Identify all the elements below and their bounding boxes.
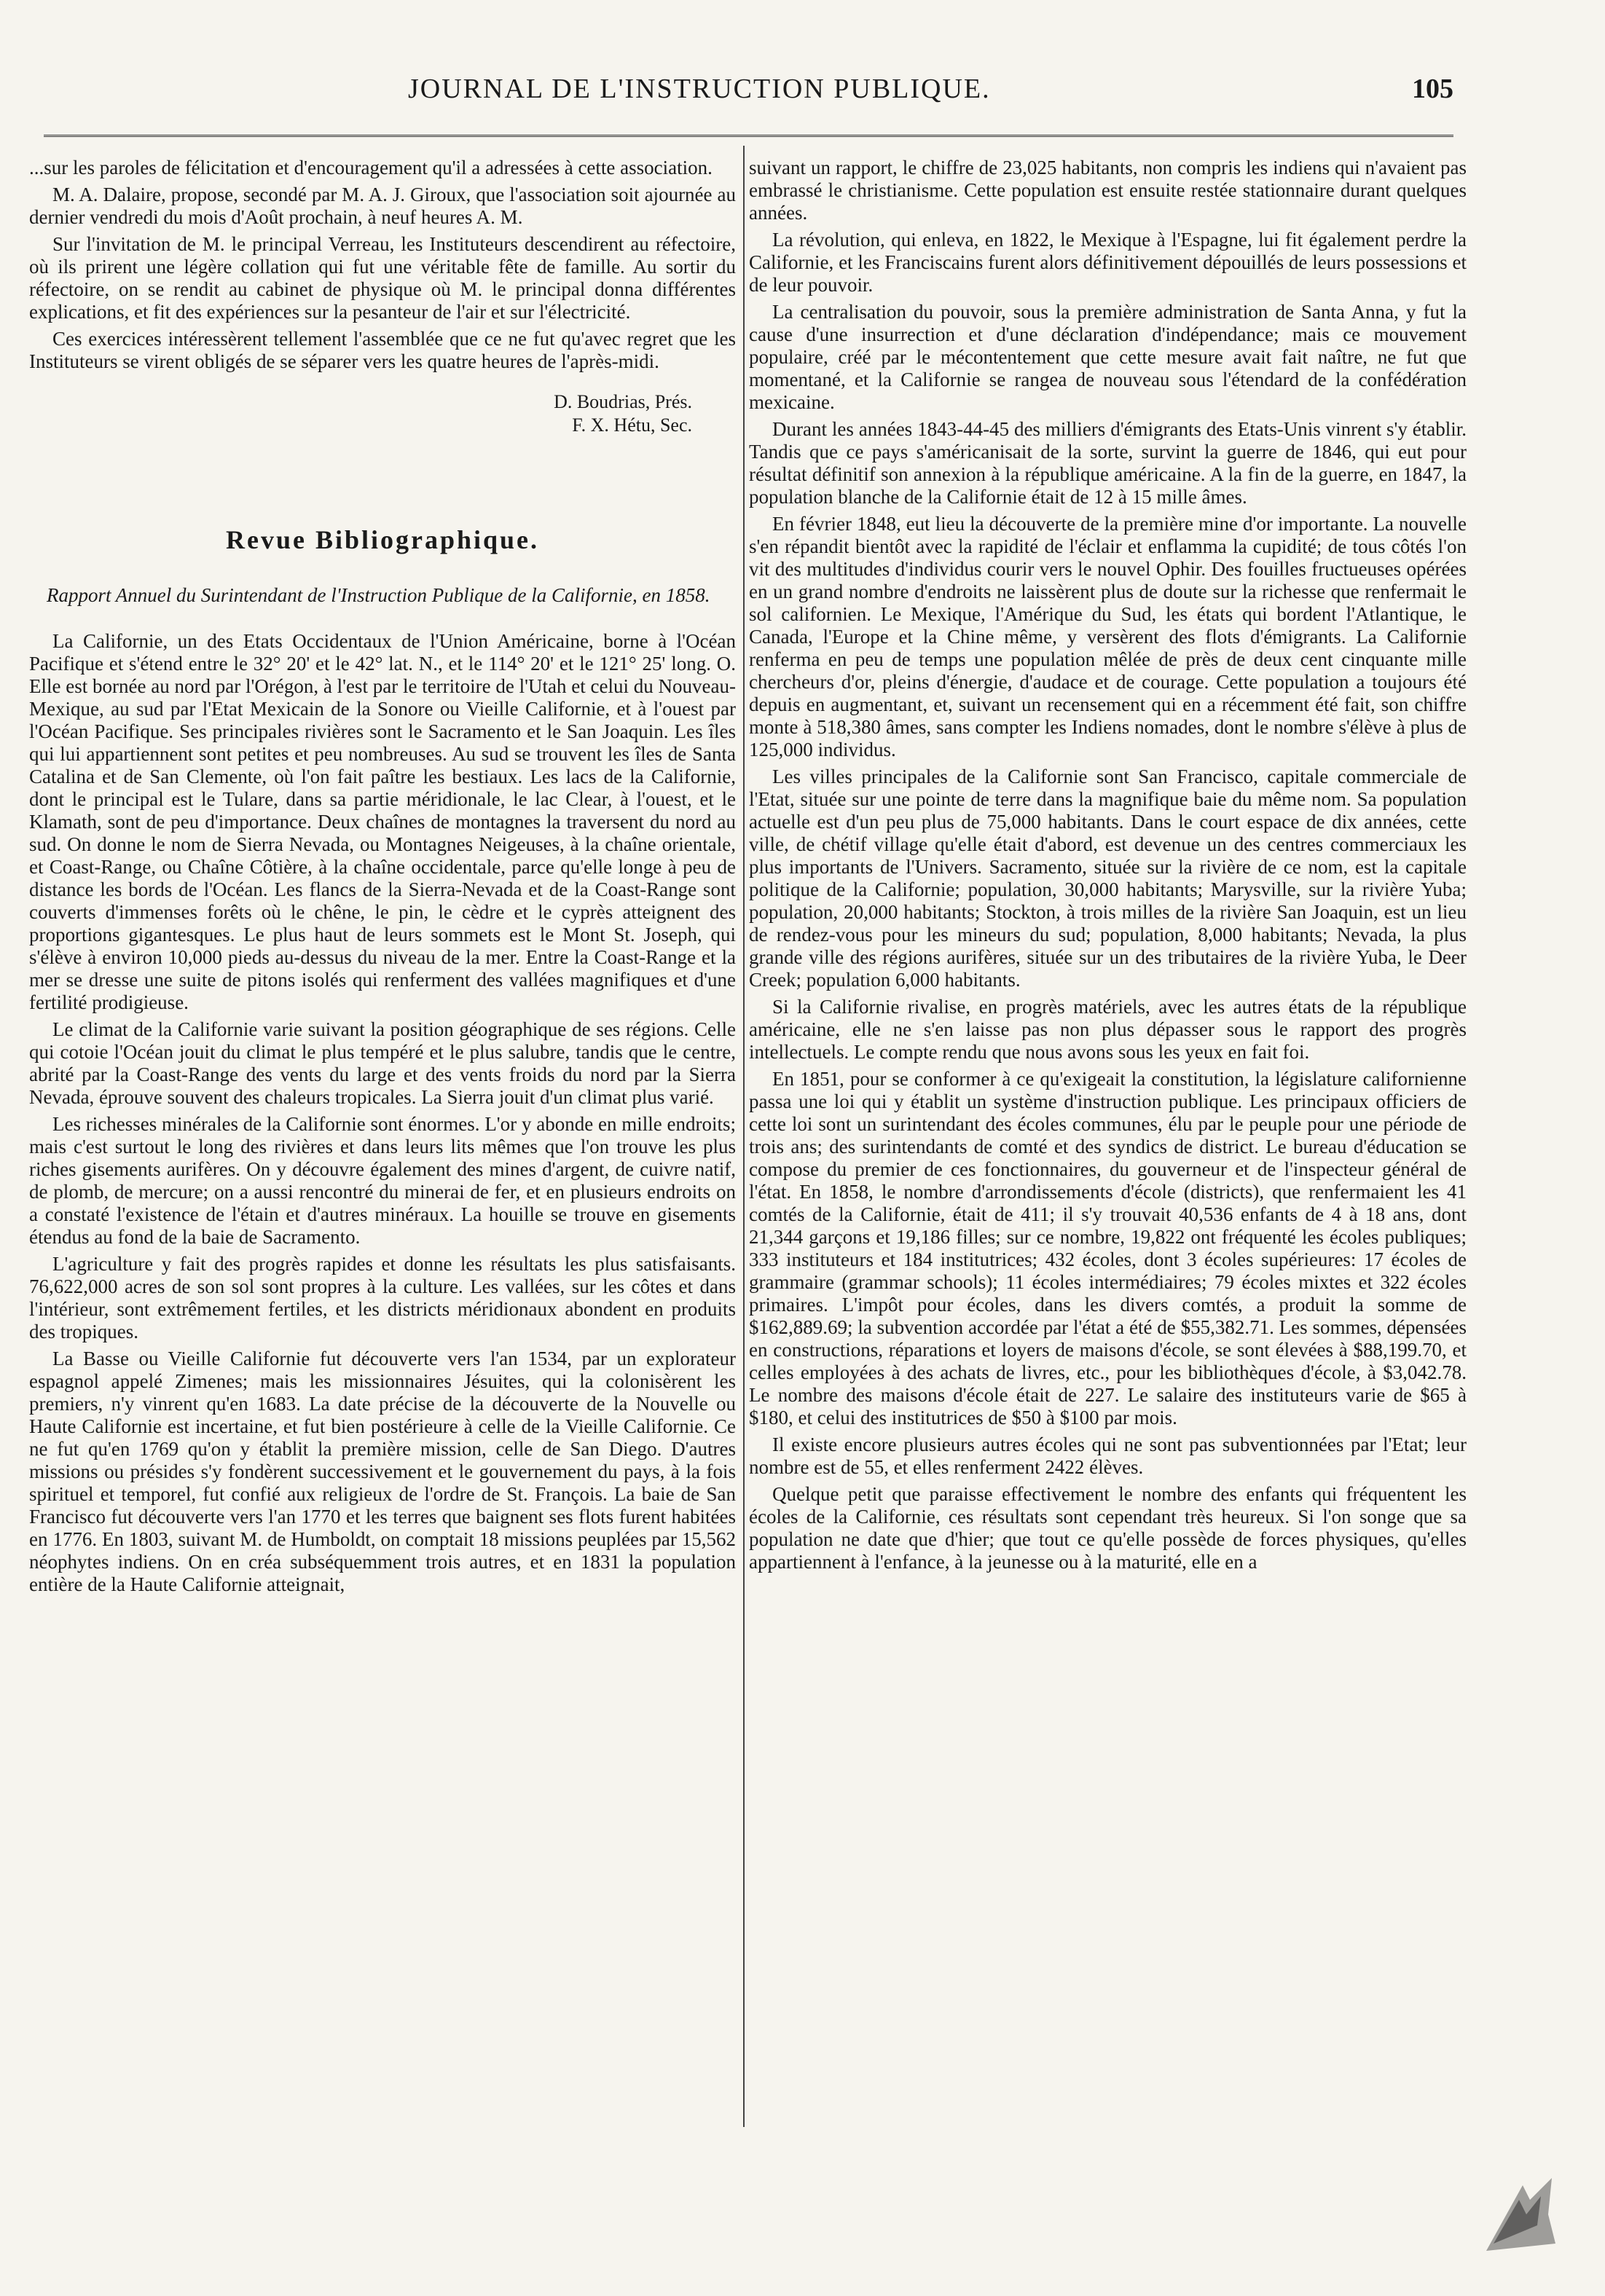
signature-president: D. Boudrias, Prés. <box>554 391 692 412</box>
paragraph: La centralisation du pouvoir, sous la première administration de Santa Anna, y fut la cause d'une insurrection et d'une déclaration d'indépendance; mais ce mouvement populaire, créé par le mécontentement que cette mesure avait fait naître, ne fut que momentané, et la Californie se rangea de nouveau sous l'étendard de la confédération mexicaine. <box>749 301 1467 413</box>
paragraph: La Basse ou Vieille Californie fut découverte vers l'an 1534, par un explorateur espagnol appelé Zimenes; mais les missionnaires Jésuites, qui la colonisèrent les premiers, n'y vinrent qu'en 1683. La date précise de la découverte de la Nouvelle ou Haute Californie est incertaine, et fut bien postérieure à celle de la Vieille Californie. Ce ne fut qu'en 1769 qu'on y établit la première mission, celle de San Diego. D'autres missions ou présides s'y fondèrent successivement et le gouvernement du pays, à la fois spirituel et temporel, fut confié aux religieux de l'ordre de St. François. La baie de San Francisco fut découverte vers l'an 1770 et les terres que baignent ses flots furent habitées en 1776. En 1803, suivant M. de Humboldt, on comptait 18 missions peuplées par 15,562 néophytes indiens. On en créa subséquemment trois autres, et en 1831 la population entière de la Haute Californie atteignait, <box>29 1348 736 1595</box>
paragraph: L'agriculture y fait des progrès rapides et donne les résultats les plus satisfaisants. 76,622,000 acres de son sol sont propres à la culture. Les vallées, sur les côtes et dans l'intérieur, sont extrêmement fertiles, et les districts méridionaux abondent en produits des tropiques. <box>29 1253 736 1342</box>
paragraph: Ces exercices intéressèrent tellement l'assemblée que ce ne fut qu'avec regret que les Instituteurs se virent obligés de se séparer vers les quatre heures de l'après-midi. <box>29 328 736 372</box>
page-number: 105 <box>1412 74 1453 104</box>
left-column <box>29 157 736 1600</box>
paragraph: Si la Californie rivalise, en progrès matériels, avec les autres états de la république américaine, elle ne s'en laisse pas non plus dépasser sous le rapport des progrès intellectuels. Le compte rendu que nous avons sous les yeux en fait foi. <box>749 996 1467 1063</box>
paragraph: Sur l'invitation de M. le principal Verreau, les Instituteurs descendirent au réfectoire, où ils prirent une légère collation qui fut une véritable fête de famille. Au sortir du réfectoire, on se rendit au cabinet de physique où M. le principal donna différentes explications, et fit des expériences sur la pesanteur de l'air et sur l'électricité. <box>29 233 736 323</box>
paragraph: La Californie, un des Etats Occidentaux de l'Union Américaine, borne à l'Océan Pacifique et s'étend entre le 32° 20' et le 42° lat. N., et le 114° 20' et le 121° 25' long. O. Elle est bornée au nord par l'Orégon, à l'est par le territoire de l'Utah et celui du Nouveau-Mexique, au sud par l'Etat Mexicain de la Sonore ou Vieille Californie, et à l'ouest par l'Océan Pacifique. Ses principales rivières sont le Sacramento et le San Joaquin. Les îles qui lui appartiennent sont petites et peu nombreuses. Au sud se trouvent les îles de Santa Catalina et de San Clemente, où l'on fait paître les bestiaux. Les lacs de la Californie, dont le principal est le Tulare, dans sa partie méridionale, le lac Clear, à l'ouest, et le Klamath, sont de peu d'importance. Deux chaînes de montagnes la traversent du nord au sud. On donne le nom de Sierra Nevada, ou Montagnes Neigeuses, à la chaîne orientale, et Coast-Range, ou Chaîne Côtière, à la chaîne occidentale, parce qu'elle longe à peu de distance les bords de l'Océan. Les flancs de la Sierra-Nevada et de la Coast-Range sont couverts d'immenses forêts où le chêne, le pin, le cèdre et le cyprès atteignent des proportions gigantesques. Le plus haut de leurs sommets est le Mont St. Joseph, qui s'élève à environ 10,000 pieds au-dessus du niveau de la mer. Entre la Coast-Range et la mer se dresse une suite de pitons isolés qui renferment des vallées magnifiques et d'une fertilité prodigieuse. <box>29 630 736 1013</box>
paragraph: En 1851, pour se conformer à ce qu'exigeait la constitution, la législature californienne passa une loi qui y établit un système d'instruction publique. Les principaux officiers de cette loi sont un surintendant des écoles communes, élu par le peuple pour une période de trois ans; des surintendants de comté et des syndics de district. Le bureau d'éducation se compose du premier de ces fonctionnaires, du gouverneur et de l'inspecteur général de l'état. En 1858, le nombre d'arrondissements d'école (districts), que renfermaient les 41 comtés de la Californie, était de 411; il s'y trouvait 40,536 enfants de 4 à 18 ans, dont 21,344 garçons et 19,186 filles; sur ce nombre, 19,822 ont fréquenté les écoles publiques; 333 instituteurs et 184 institutrices; 432 écoles, dont 3 écoles supérieures: 17 écoles de grammaire (grammar schools); 11 écoles intermédiaires; 79 écoles mixtes et 322 écoles primaires. L'impôt pour écoles, dans les divers comtés, a produit la somme de $162,889.69; la subvention accordée par l'état a été de $55,382.71. Les sommes, dépensées en constructions, réparations et loyers de maisons d'école, se sont élevées à $88,199.70, et celles employées à des achats de livres, etc., pour les bibliothèques d'école, à $3,042.78. Le nombre des maisons d'école était de 227. Le salaire des instituteurs varie de $65 à $180, et celui des institutrices de $50 à $100 par mois. <box>749 1068 1467 1428</box>
paragraph: Durant les années 1843-44-45 des milliers d'émigrants des Etats-Unis vinrent s'y établir. Tandis que ce pays s'américanisait de la sorte, survint la guerre de 1846, qui eut pour résultat définitif son annexion à la république américaine. A la fin de la guerre, en 1847, la population blanche de la Californie était de 12 à 15 mille âmes. <box>749 418 1467 508</box>
paragraph: Il existe encore plusieurs autres écoles qui ne sont pas subventionnées par l'Etat; leur nombre est de 55, et elles renferment 2422 élèves. <box>749 1434 1467 1478</box>
paragraph: Les villes principales de la Californie sont San Francisco, capitale commerciale de l'Etat, située sur une pointe de terre dans la magnifique baie du même nom. Sa population actuelle est d'un peu plus de 75,000 habitants. Dans le court espace de dix années, cette ville, de chétif village qu'elle était d'abord, est devenue un des centres commerciaux les plus importants de l'Univers. Sacramento, située sur la rivière de ce nom, est la capitale politique de la Californie; population, 30,000 habitants; Marysville, sur la rivière Yuba; population, 20,000 habitants; Stockton, à trois milles de la rivière San Joaquin, est un lieu de rendez-vous pour les mineurs du sud; population, 8,000 habitants; Nevada, la plus grande ville des régions aurifères, située sur un des tributaires de la rivière Yuba, le Deer Creek; population 6,000 habitants. <box>749 766 1467 991</box>
paragraph: Les richesses minérales de la Californie sont énormes. L'or y abonde en mille endroits; mais c'est surtout le long des rivières et dans leurs lits mêmes que l'on trouve les plus riches gisements aurifères. On y découvre également des mines d'argent, de cuivre natif, de plomb, de mercure; on a aussi rencontré du minerai de fer, et en plusieurs endroits on a constaté l'existence de l'étain et d'autres minéraux. La houille se trouve en gisements étendus au fond de la baie de Sacramento. <box>29 1113 736 1248</box>
paragraph: Quelque petit que paraisse effectivement le nombre des enfants qui fréquentent les écoles de la Californie, ces résultats sont cependant très heureux. Si l'on songe que sa population ne date que d'hier; que tout ce qu'elle possède de forces physiques, qu'elles appartiennent à l'enfance, à la jeunesse ou à la maturité, elle en a <box>749 1483 1467 1573</box>
paragraph: En février 1848, eut lieu la découverte de la première mine d'or importante. La nouvelle s'en répandit bientôt avec la rapidité de l'éclair et enflamma la cupidité; de tous côtés l'on vit des multitudes d'individus courir vers le nouvel Ophir. Des fouilles fructueuses opérées en un grand nombre d'endroits ne laissèrent plus de doute sur la richesse que renfermait le sol californien. Le Mexique, l'Amérique du Sud, les états qui bordent l'Atlantique, le Canada, l'Europe et la Chine même, y versèrent des flots d'émigrants. La Californie renferma en peu de temps une population mêlée de près de deux cent cinquante mille chercheurs d'or, pleins d'énergie, d'audace et de courage. Cette population a toujours été depuis en augmentant, et, suivant un recensement qui en a récemment été fait, son chiffre monte à 518,380 âmes, sans compter les Indiens nomades, dont le nombre s'élève à plus de 125,000 individus. <box>749 513 1467 760</box>
header-rule <box>44 135 1453 137</box>
page-header <box>44 73 1453 117</box>
paragraph: La révolution, qui enleva, en 1822, le Mexique à l'Espagne, lui fit également perdre la Californie, et les Franciscains furent alors définitivement dépouillés de leurs possessions et de leur pouvoir. <box>749 229 1467 296</box>
paragraph: Le climat de la Californie varie suivant la position géographique de ses régions. Celle qui cotoie l'Océan jouit du climat le plus tempéré et le plus salubre, tandis que le centre, abrité par la Coast-Range des vents du large et des vents froids du nord par la Sierra Nevada, éprouve souvent des chaleurs tropicales. La Sierra jouit d'un climat plus varié. <box>29 1018 736 1108</box>
report-title: Rapport Annuel du Surintendant de l'Instruction Publique de la Californie, en 1858. <box>47 584 710 606</box>
paragraph: ...sur les paroles de félicitation et d'encouragement qu'il a adressées à cette association. <box>29 157 713 178</box>
right-column <box>749 157 1467 1578</box>
column-divider <box>743 146 745 2127</box>
journal-title: JOURNAL DE L'INSTRUCTION PUBLIQUE. <box>408 74 991 104</box>
paragraph: M. A. Dalaire, propose, secondé par M. A. J. Giroux, que l'association soit ajournée au dernier vendredi du mois d'Août prochain, à neuf heures A. M. <box>29 184 736 228</box>
section-title: Revue Bibliographique. <box>225 525 540 554</box>
signature-secretary: F. X. Hétu, Sec. <box>572 414 692 436</box>
signature-block <box>29 390 736 437</box>
paragraph: suivant un rapport, le chiffre de 23,025 habitants, non compris les indiens qui n'avaient pas embrassé le christianisme. Cette population est ensuite restée stationnaire durant quelques années. <box>749 157 1467 224</box>
corner-ornament <box>1479 2171 1559 2258</box>
